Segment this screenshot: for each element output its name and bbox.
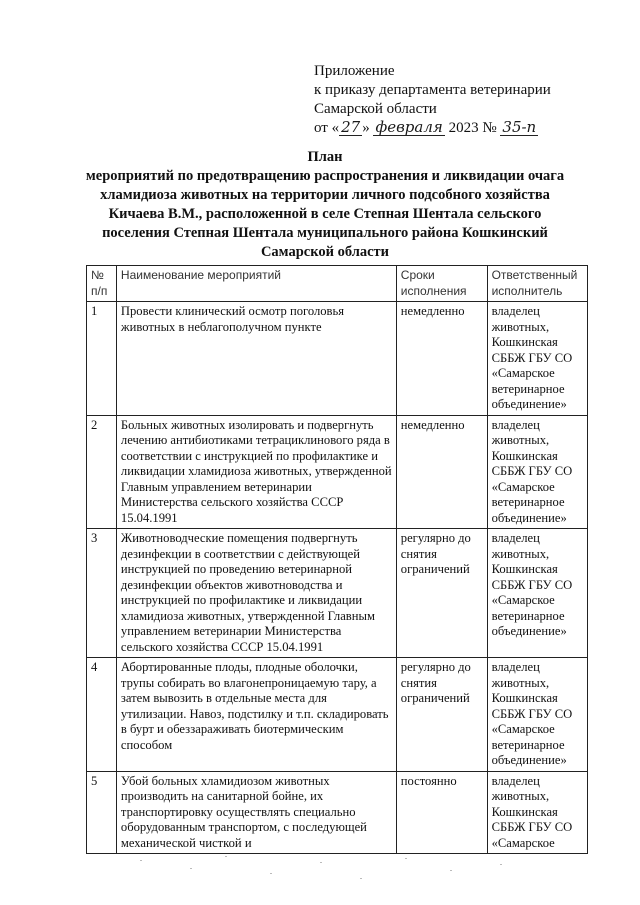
handwritten-order-number: 35-п <box>502 118 537 136</box>
appendix-line-1: Приложение <box>314 63 395 79</box>
row-responsible: владелец животных, Кошкинская СББЖ ГБУ СО «Самарское ветеринарное объединение» <box>487 658 587 772</box>
table-row <box>87 771 588 854</box>
header-number: № п/п <box>87 266 117 302</box>
date-year-number: 2023 № <box>448 120 497 136</box>
row-responsible: владелец животных, Кошкинская СББЖ ГБУ СО «Самарское ветеринарное объединение» <box>487 529 587 658</box>
header-responsible: Ответственный исполнитель <box>487 266 587 302</box>
row-term: регулярно до снятия ограничений <box>396 529 487 658</box>
row-term: немедленно <box>396 302 487 416</box>
title-line-2: мероприятий по предотвращению распространения и ликвидации очага <box>85 168 565 184</box>
row-responsible: владелец животных, Кошкинская СББЖ ГБУ СО «Самарское ветеринарное объединение» <box>487 415 587 529</box>
table-row <box>87 658 588 772</box>
title-line-4: Кичаева В.М., расположенной в селе Степная Шентала сельского <box>108 206 542 222</box>
row-term: регулярно до снятия ограничений <box>396 658 487 772</box>
row-action: Абортированные плоды, плодные оболочки, трупы собирать во влагонепроницаемую тару, а затем вывозить в отдельные места для утилизации. Навоз, подстилку и т.п. складировать в бурт и обеззараживать биотермическим способом <box>116 658 396 772</box>
row-number: 1 <box>87 302 117 416</box>
date-day-close: » <box>362 120 370 136</box>
plan-title <box>80 148 570 262</box>
row-term: постоянно <box>396 771 487 854</box>
header-action: Наименование мероприятий <box>116 266 396 302</box>
row-responsible: владелец животных, Кошкинская СББЖ ГБУ СО «Самарское <box>487 771 587 854</box>
handwritten-day: 27 <box>341 118 361 136</box>
title-line-1: План <box>307 149 343 165</box>
appendix-line-2: к приказу департамента ветеринарии <box>314 82 551 98</box>
appendix-date-line <box>314 119 614 138</box>
row-action: Убой больных хламидиозом животных производить на санитарной бойне, их транспортировку осуществлять специально оборудованным транспортом, с последующей механической чисткой и <box>116 771 396 854</box>
row-number: 5 <box>87 771 117 854</box>
table-row <box>87 415 588 529</box>
row-number: 3 <box>87 529 117 658</box>
row-action: Провести клинический осмотр поголовья животных в неблагополучном пункте <box>116 302 396 416</box>
table-row <box>87 529 588 658</box>
handwritten-month: февраля <box>375 118 443 136</box>
row-term: немедленно <box>396 415 487 529</box>
title-line-6: Самарской области <box>260 244 390 260</box>
title-line-5: поселения Степная Шентала муниципального района Кошкинский <box>102 225 548 241</box>
scan-noise <box>130 848 530 888</box>
table-header-row <box>87 266 588 302</box>
header-term: Сроки исполнения <box>396 266 487 302</box>
row-responsible: владелец животных, Кошкинская СББЖ ГБУ СО «Самарское ветеринарное объединение» <box>487 302 587 416</box>
measures-table <box>86 265 588 854</box>
title-line-3: хламидиоза животных на территории личного подсобного хозяйства <box>100 187 550 203</box>
row-action: Животноводческие помещения подвергнуть дезинфекции в соответствии с действующей инструкцией по проведению ветеринарной дезинфекции объектов животноводства и инструкцией по профилактике и ликвидации хламидиоза животных, утвержденной Главным управлением ветеринарии Министерства сельского хозяйства СССР 15.04.1991 <box>116 529 396 658</box>
table-row <box>87 302 588 416</box>
row-action: Больных животных изолировать и подвергнуть лечению антибиотиками тетрациклинового ряда в соответствии с инструкцией по профилактике и ликвидации хламидиоза животных, утвержденной Главным управлением ветеринарии Министерства сельского хозяйства СССР 15.04.1991 <box>116 415 396 529</box>
row-number: 4 <box>87 658 117 772</box>
date-prefix: от « <box>314 120 340 136</box>
appendix-line-3: Самарской области <box>314 101 437 117</box>
row-number: 2 <box>87 415 117 529</box>
appendix-block <box>314 62 614 138</box>
